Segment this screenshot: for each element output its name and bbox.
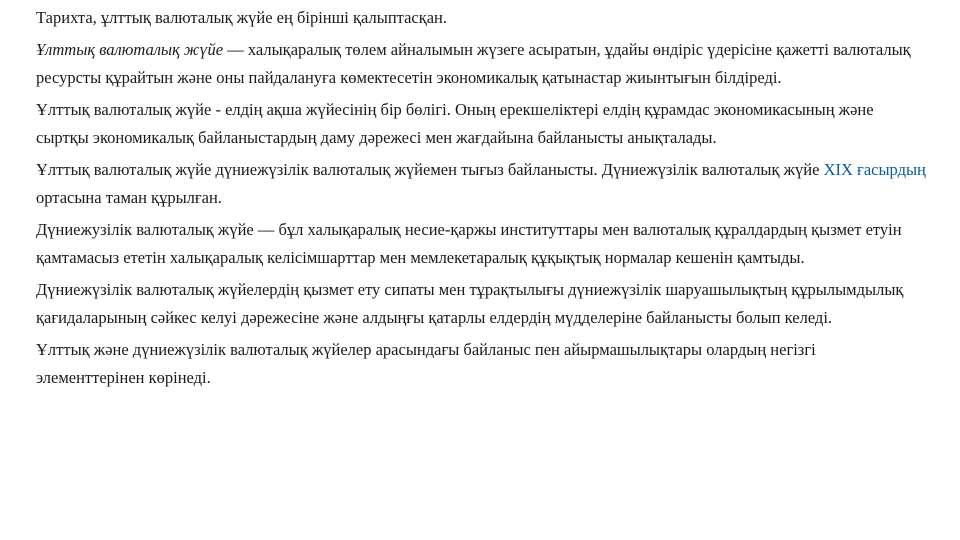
paragraph-4: Дүниежузілік валюталық жүйе — бұл халықаралық несие-қаржы институттары мен валюталық құралдардың қызмет етуін қамтамасыз ететін халықаралық келісімшарттар мен мемлекетаралық құқықтық нормалар кешенін қамтыды.: [36, 220, 902, 267]
paragraph-6: Ұлттық және дүниежүзілік валюталық жүйелер арасындағы байланыс пен айырмашылықтары олардың негізгі элементтерінен көрінеді.: [36, 340, 816, 387]
paragraph-5: Дүниежүзілік валюталық жүйелердің қызмет ету сипаты мен тұрақтылығы дүниежүзілік шаруашылықтың құрылымдылық қағидаларының сәйкес келуі дәрежесіне және алдыңғы қатарлы елдердің мүдделеріне байланысты болып келеді.: [36, 280, 904, 327]
paragraph-3: [36, 156, 926, 212]
term-national-currency-system: Ұлттық валюталық жүйе: [36, 40, 224, 59]
paragraph-3-text-before: Ұлттық валюталық жүйе дүниежүзілік валюталық жүйемен тығыз байланысты. Дүниежүзілік валюталық жүйе: [36, 160, 824, 179]
definition-paragraph: [36, 36, 926, 92]
definition-text: — халықаралық төлем айналымын жүзеге асыратын, ұдайы өндіріс үдерісіне қажетті валюталық ресурсты құрайтын және оны пайдалануға көмектесетін экономикалық қатынастар жиынтығын білдіреді.: [36, 40, 911, 87]
paragraph-3-text-after: ортасына таман құрылған.: [36, 188, 222, 207]
intro-paragraph: Тарихта, ұлттық валюталық жүйе ең бірінші қалыптасқан.: [36, 8, 448, 27]
document-body: [36, 4, 926, 396]
xix-century-link[interactable]: XIX ғасырдың: [823, 160, 926, 179]
paragraph-2: Ұлттық валюталық жүйе - елдің ақша жүйесінің бір бөлігі. Оның ерекшеліктері елдің құрамдас экономикасының және сыртқы экономикалық байланыстардың даму дәрежесі мен жағдайына байланысты анықталады.: [36, 100, 874, 147]
